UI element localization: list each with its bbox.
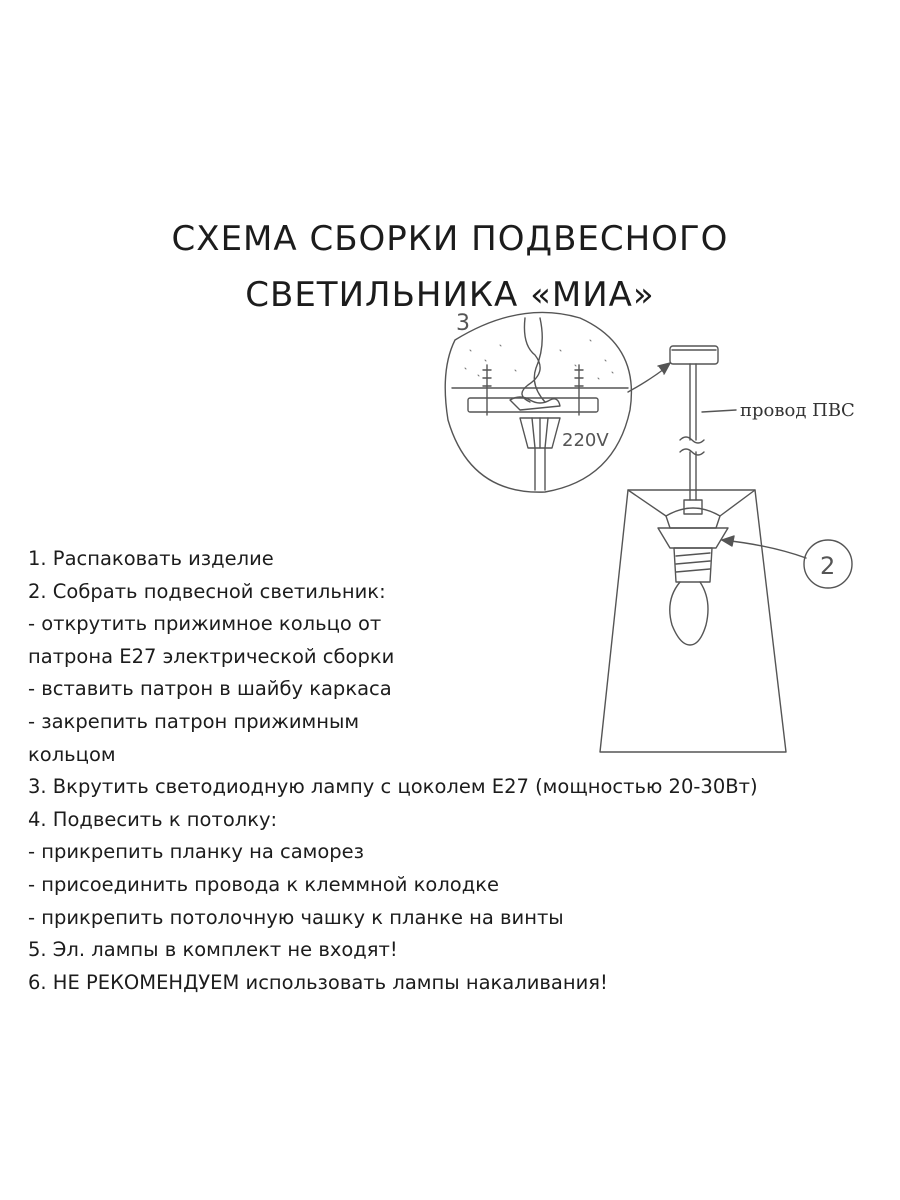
instruction-6: 6. НЕ РЕКОМЕНДУЕМ использовать лампы накаливания! [28, 970, 608, 994]
voltage-label: 220V [562, 430, 609, 451]
instruction-2c-cont: кольцом [28, 742, 116, 766]
title-line-2: СВЕТИЛЬНИКА «МИА» [245, 274, 655, 315]
ceiling-wires [522, 318, 545, 402]
instruction-2c: - закрепить патрон прижимным [28, 709, 360, 733]
detail-number: 3 [456, 311, 470, 336]
left-screw [483, 365, 491, 415]
ceiling-canopy [670, 346, 718, 364]
instruction-1: 1. Распаковать изделие [28, 547, 274, 570]
wire-leader [702, 410, 736, 412]
suspension-cable [690, 364, 696, 440]
assembly-instructions [28, 543, 873, 999]
instruction-4c: - прикрепить потолочную чашку к планке на винты [28, 905, 564, 929]
instruction-2b: - вставить патрон в шайбу каркаса [28, 677, 392, 701]
right-screw [575, 365, 583, 415]
instruction-2a: - открутить прижимное кольцо от [28, 612, 382, 636]
instruction-4: 4. Подвесить к потолку: [28, 807, 278, 831]
shade-washer [666, 508, 720, 528]
instruction-3: 3. Вкрутить светодиодную лампу с цоколем Е27 (мощностью 20-30Вт) [28, 775, 758, 799]
instruction-2a-cont: патрона Е27 электрической сборки [28, 644, 395, 668]
instruction-4b: - присоединить провода к клеммной колодке [28, 872, 499, 896]
title-line-1: СХЕМА СБОРКИ ПОДВЕСНОГО [171, 218, 729, 259]
wire-label: провод ПВС [740, 400, 855, 421]
instruction-4a: - прикрепить планку на саморез [28, 840, 365, 864]
instruction-5: 5. Эл. лампы в комплект не входят! [28, 938, 398, 962]
instruction-2: 2. Собрать подвесной светильник: [28, 579, 386, 603]
callout-number-2: 2 [820, 552, 836, 580]
terminal-block [510, 397, 560, 410]
